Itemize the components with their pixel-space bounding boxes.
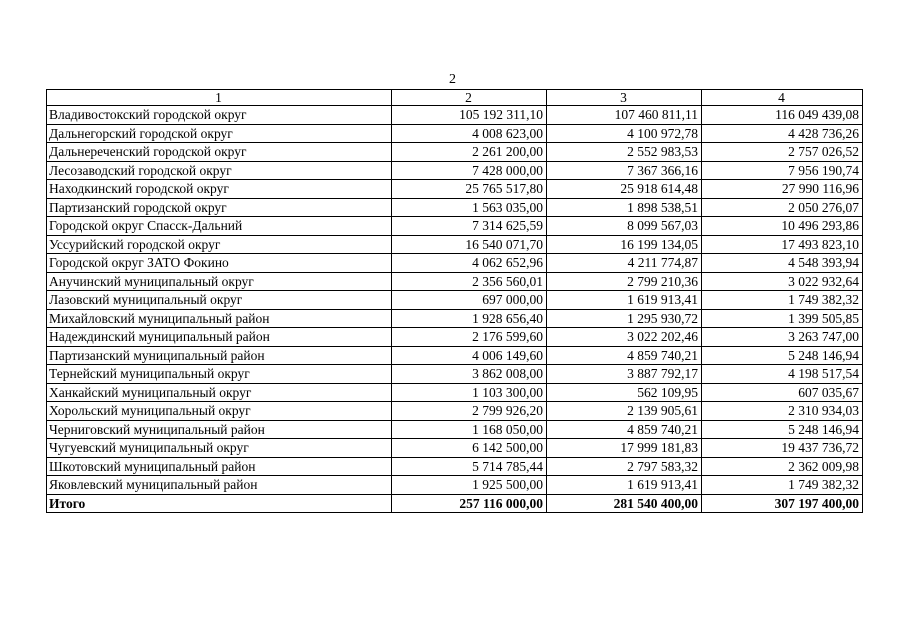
amount-col2-cell: 4 006 149,60	[392, 346, 547, 365]
amount-col2-cell: 5 714 785,44	[392, 457, 547, 476]
municipality-name-cell: Михайловский муниципальный район	[47, 309, 392, 328]
municipality-name-cell: Городской округ Спасск-Дальний	[47, 217, 392, 236]
table-row	[47, 383, 863, 402]
table-row	[47, 272, 863, 291]
amount-col2-cell: 7 314 625,59	[392, 217, 547, 236]
amount-col2-cell: 2 176 599,60	[392, 328, 547, 347]
municipality-name-cell: Яковлевский муниципальный район	[47, 476, 392, 495]
amount-col3-cell: 4 100 972,78	[547, 124, 702, 143]
table-row	[47, 476, 863, 495]
amount-col3-cell: 7 367 366,16	[547, 161, 702, 180]
table-row	[47, 365, 863, 384]
municipality-name-cell: Лесозаводский городской округ	[47, 161, 392, 180]
municipality-name-cell: Дальнереченский городской округ	[47, 143, 392, 162]
table-row	[47, 309, 863, 328]
column-header-2: 2	[392, 90, 547, 106]
amount-col4-cell: 2 050 276,07	[702, 198, 863, 217]
amount-col2-cell: 1 925 500,00	[392, 476, 547, 495]
amount-col2-cell: 257 116 000,00	[392, 494, 547, 513]
amount-col2-cell: 6 142 500,00	[392, 439, 547, 458]
amount-col4-cell: 2 757 026,52	[702, 143, 863, 162]
table-row	[47, 235, 863, 254]
table-row	[47, 457, 863, 476]
amount-col2-cell: 4 008 623,00	[392, 124, 547, 143]
table-row	[47, 420, 863, 439]
amount-col3-cell: 3 022 202,46	[547, 328, 702, 347]
amount-col2-cell: 4 062 652,96	[392, 254, 547, 273]
amount-col4-cell: 2 362 009,98	[702, 457, 863, 476]
table-row	[47, 180, 863, 199]
amount-col3-cell: 2 799 210,36	[547, 272, 702, 291]
amount-col2-cell: 2 356 560,01	[392, 272, 547, 291]
amount-col3-cell: 4 859 740,21	[547, 346, 702, 365]
amount-col2-cell: 697 000,00	[392, 291, 547, 310]
amount-col4-cell: 3 022 932,64	[702, 272, 863, 291]
amount-col4-cell: 1 749 382,32	[702, 476, 863, 495]
municipality-name-cell: Находкинский городской округ	[47, 180, 392, 199]
table-row	[47, 198, 863, 217]
municipality-name-cell: Шкотовский муниципальный район	[47, 457, 392, 476]
column-header-1: 1	[47, 90, 392, 106]
municipality-name-cell: Ханкайский муниципальный округ	[47, 383, 392, 402]
table-row	[47, 106, 863, 125]
municipality-name-cell: Партизанский городской округ	[47, 198, 392, 217]
amount-col4-cell: 307 197 400,00	[702, 494, 863, 513]
column-header-3: 3	[547, 90, 702, 106]
amount-col3-cell: 2 552 983,53	[547, 143, 702, 162]
amount-col2-cell: 16 540 071,70	[392, 235, 547, 254]
amount-col3-cell: 4 211 774,87	[547, 254, 702, 273]
amount-col3-cell: 1 619 913,41	[547, 476, 702, 495]
amount-col3-cell: 562 109,95	[547, 383, 702, 402]
municipality-name-cell: Черниговский муниципальный район	[47, 420, 392, 439]
amount-col4-cell: 607 035,67	[702, 383, 863, 402]
amount-col2-cell: 1 103 300,00	[392, 383, 547, 402]
table-row	[47, 328, 863, 347]
column-number-header-row	[47, 90, 863, 106]
amount-col4-cell: 4 428 736,26	[702, 124, 863, 143]
table-row	[47, 143, 863, 162]
amount-col3-cell: 1 898 538,51	[547, 198, 702, 217]
amount-col4-cell: 7 956 190,74	[702, 161, 863, 180]
amount-col3-cell: 17 999 181,83	[547, 439, 702, 458]
municipality-name-cell: Уссурийский городской округ	[47, 235, 392, 254]
amount-col4-cell: 4 198 517,54	[702, 365, 863, 384]
total-row	[47, 494, 863, 513]
table-row	[47, 346, 863, 365]
table-row	[47, 124, 863, 143]
amount-col4-cell: 27 990 116,96	[702, 180, 863, 199]
municipality-name-cell: Итого	[47, 494, 392, 513]
table-row	[47, 402, 863, 421]
amount-col4-cell: 5 248 146,94	[702, 346, 863, 365]
table-row	[47, 217, 863, 236]
municipality-name-cell: Хорольский муниципальный округ	[47, 402, 392, 421]
municipality-name-cell: Надеждинский муниципальный район	[47, 328, 392, 347]
amount-col3-cell: 1 619 913,41	[547, 291, 702, 310]
amount-col2-cell: 2 799 926,20	[392, 402, 547, 421]
municipality-name-cell: Лазовский муниципальный округ	[47, 291, 392, 310]
amount-col2-cell: 2 261 200,00	[392, 143, 547, 162]
page-number: 2	[449, 72, 456, 87]
table-body	[47, 90, 863, 513]
amount-col4-cell: 17 493 823,10	[702, 235, 863, 254]
amount-col4-cell: 1 749 382,32	[702, 291, 863, 310]
amount-col3-cell: 25 918 614,48	[547, 180, 702, 199]
table-row	[47, 161, 863, 180]
amount-col2-cell: 105 192 311,10	[392, 106, 547, 125]
municipality-name-cell: Тернейский муниципальный округ	[47, 365, 392, 384]
amount-col4-cell: 5 248 146,94	[702, 420, 863, 439]
municipality-name-cell: Дальнегорский городской округ	[47, 124, 392, 143]
amount-col4-cell: 19 437 736,72	[702, 439, 863, 458]
amount-col2-cell: 1 563 035,00	[392, 198, 547, 217]
amount-col2-cell: 25 765 517,80	[392, 180, 547, 199]
amount-col3-cell: 16 199 134,05	[547, 235, 702, 254]
amount-col3-cell: 8 099 567,03	[547, 217, 702, 236]
municipality-name-cell: Владивостокский городской округ	[47, 106, 392, 125]
amount-col2-cell: 1 168 050,00	[392, 420, 547, 439]
amount-col3-cell: 281 540 400,00	[547, 494, 702, 513]
municipality-name-cell: Партизанский муниципальный район	[47, 346, 392, 365]
municipality-name-cell: Анучинский муниципальный округ	[47, 272, 392, 291]
amount-col2-cell: 1 928 656,40	[392, 309, 547, 328]
amount-col4-cell: 10 496 293,86	[702, 217, 863, 236]
amount-col4-cell: 2 310 934,03	[702, 402, 863, 421]
amount-col2-cell: 7 428 000,00	[392, 161, 547, 180]
amount-col3-cell: 2 797 583,32	[547, 457, 702, 476]
budget-table	[46, 89, 863, 513]
municipality-name-cell: Городской округ ЗАТО Фокино	[47, 254, 392, 273]
amount-col3-cell: 1 295 930,72	[547, 309, 702, 328]
amount-col4-cell: 116 049 439,08	[702, 106, 863, 125]
amount-col2-cell: 3 862 008,00	[392, 365, 547, 384]
amount-col4-cell: 3 263 747,00	[702, 328, 863, 347]
municipality-name-cell: Чугуевский муниципальный округ	[47, 439, 392, 458]
amount-col4-cell: 1 399 505,85	[702, 309, 863, 328]
amount-col3-cell: 2 139 905,61	[547, 402, 702, 421]
amount-col4-cell: 4 548 393,94	[702, 254, 863, 273]
table-row	[47, 291, 863, 310]
amount-col3-cell: 4 859 740,21	[547, 420, 702, 439]
column-header-4: 4	[702, 90, 863, 106]
table-row	[47, 439, 863, 458]
table-row	[47, 254, 863, 273]
amount-col3-cell: 107 460 811,11	[547, 106, 702, 125]
amount-col3-cell: 3 887 792,17	[547, 365, 702, 384]
